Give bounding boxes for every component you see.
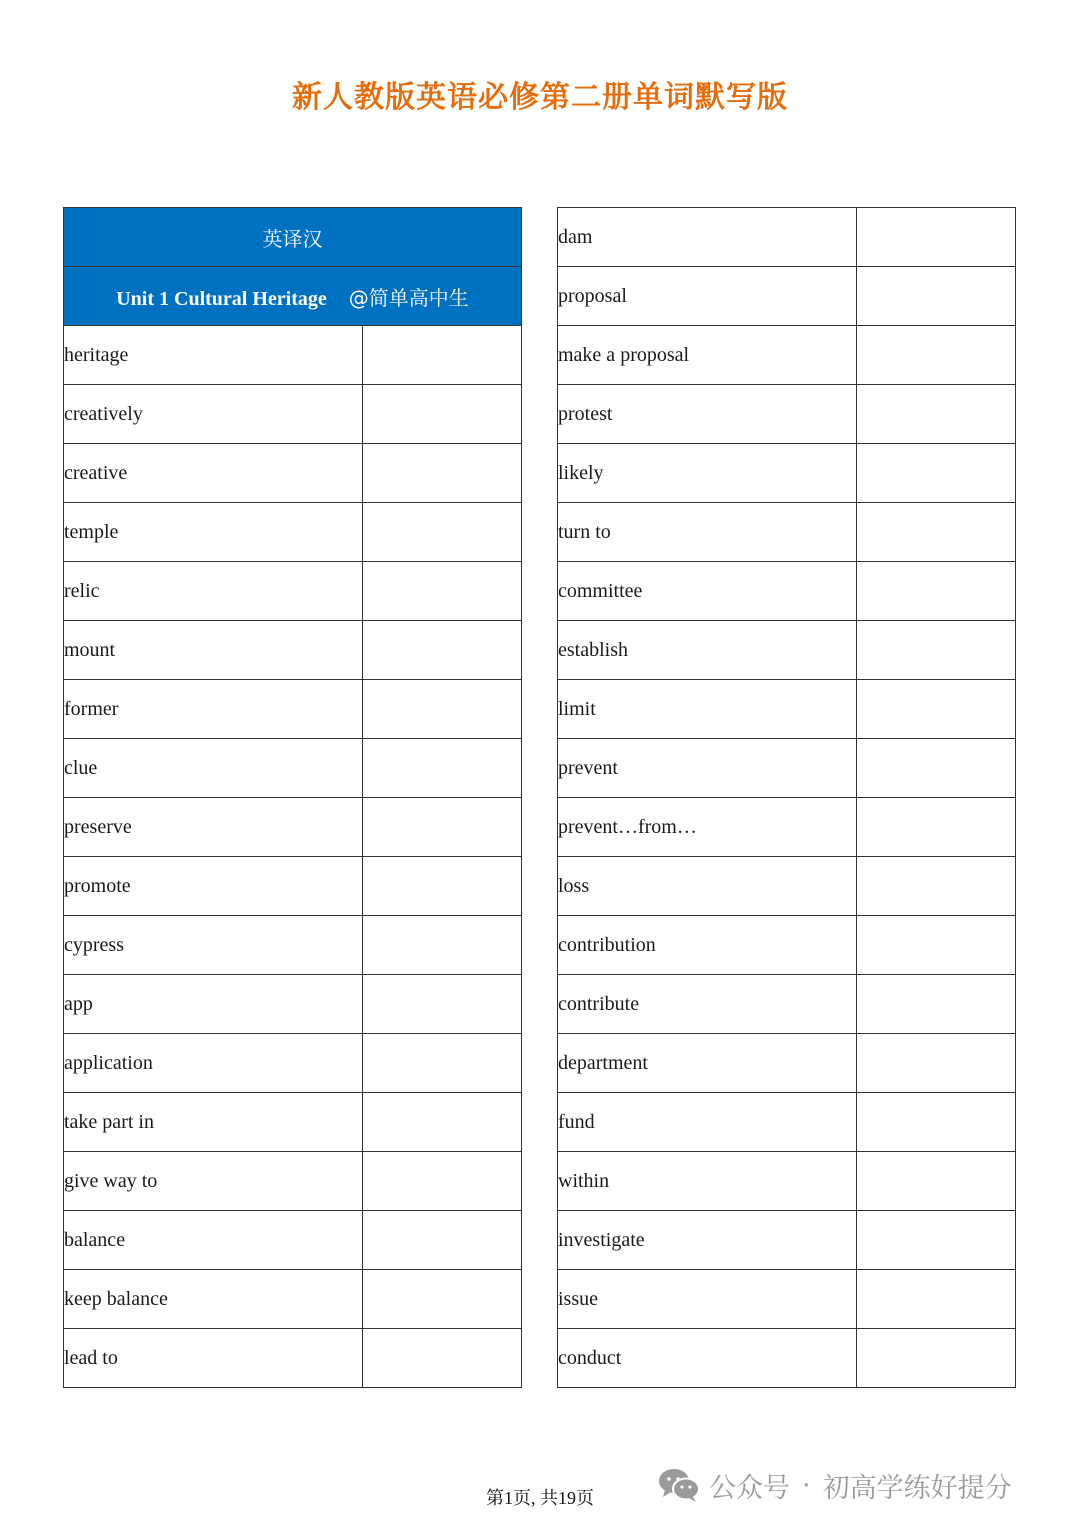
table-row xyxy=(558,1034,1016,1093)
answer-blank[interactable] xyxy=(857,739,1016,798)
english-word: loss xyxy=(558,857,857,916)
english-word: former xyxy=(64,680,363,739)
table-row xyxy=(558,1093,1016,1152)
answer-blank[interactable] xyxy=(857,1152,1016,1211)
answer-blank[interactable] xyxy=(363,562,522,621)
vocab-table-right xyxy=(557,207,1016,1388)
table-row xyxy=(64,798,522,857)
english-word: make a proposal xyxy=(558,326,857,385)
english-word: creative xyxy=(64,444,363,503)
english-word: contribute xyxy=(558,975,857,1034)
english-word: preserve xyxy=(64,798,363,857)
wechat-icon xyxy=(657,1466,701,1504)
table-row xyxy=(558,916,1016,975)
answer-blank[interactable] xyxy=(363,916,522,975)
answer-blank[interactable] xyxy=(857,562,1016,621)
table-row xyxy=(64,1270,522,1329)
answer-blank[interactable] xyxy=(363,326,522,385)
answer-blank[interactable] xyxy=(857,385,1016,444)
answer-blank[interactable] xyxy=(363,1211,522,1270)
answer-blank[interactable] xyxy=(857,916,1016,975)
answer-blank[interactable] xyxy=(857,975,1016,1034)
english-word: dam xyxy=(558,208,857,267)
english-word: relic xyxy=(64,562,363,621)
answer-blank[interactable] xyxy=(857,1211,1016,1270)
english-word: clue xyxy=(64,739,363,798)
table-row xyxy=(558,1329,1016,1388)
english-word: issue xyxy=(558,1270,857,1329)
table-row xyxy=(558,857,1016,916)
table-row xyxy=(558,621,1016,680)
answer-blank[interactable] xyxy=(857,1270,1016,1329)
english-word: give way to xyxy=(64,1152,363,1211)
table-row xyxy=(64,1034,522,1093)
english-word: prevent xyxy=(558,739,857,798)
table-row xyxy=(64,1329,522,1388)
english-word: turn to xyxy=(558,503,857,562)
answer-blank[interactable] xyxy=(363,975,522,1034)
english-word: prevent…from… xyxy=(558,798,857,857)
answer-blank[interactable] xyxy=(363,621,522,680)
table-row xyxy=(558,208,1016,267)
table-row xyxy=(64,739,522,798)
unit-title: Unit 1 Cultural Heritage xyxy=(116,287,327,310)
english-word: limit xyxy=(558,680,857,739)
answer-blank[interactable] xyxy=(363,798,522,857)
table-row xyxy=(64,680,522,739)
answer-blank[interactable] xyxy=(857,621,1016,680)
english-word: mount xyxy=(64,621,363,680)
english-word: creatively xyxy=(64,385,363,444)
table-row xyxy=(64,916,522,975)
table-row xyxy=(64,1152,522,1211)
answer-blank[interactable] xyxy=(363,444,522,503)
english-word: lead to xyxy=(64,1329,363,1388)
page-title: 新人教版英语必修第二册单词默写版 xyxy=(292,80,788,115)
unit-header xyxy=(64,267,522,326)
table-row xyxy=(558,562,1016,621)
table-row xyxy=(64,1211,522,1270)
table-row xyxy=(64,326,522,385)
answer-blank[interactable] xyxy=(857,503,1016,562)
english-word: protest xyxy=(558,385,857,444)
answer-blank[interactable] xyxy=(857,267,1016,326)
answer-blank[interactable] xyxy=(857,857,1016,916)
table-row xyxy=(558,798,1016,857)
answer-blank[interactable] xyxy=(363,680,522,739)
english-word: application xyxy=(64,1034,363,1093)
answer-blank[interactable] xyxy=(857,1093,1016,1152)
watermark-name: 初高学练好提分 xyxy=(822,1472,1012,1504)
english-word: take part in xyxy=(64,1093,363,1152)
answer-blank[interactable] xyxy=(363,1270,522,1329)
answer-blank[interactable] xyxy=(857,326,1016,385)
table-row xyxy=(558,385,1016,444)
table-row xyxy=(558,975,1016,1034)
answer-blank[interactable] xyxy=(363,385,522,444)
watermark xyxy=(657,1463,1012,1507)
english-word: fund xyxy=(558,1093,857,1152)
answer-blank[interactable] xyxy=(857,208,1016,267)
answer-blank[interactable] xyxy=(363,1152,522,1211)
english-word: proposal xyxy=(558,267,857,326)
table-row xyxy=(558,267,1016,326)
watermark-account: 公众号 xyxy=(709,1472,790,1504)
answer-blank[interactable] xyxy=(363,857,522,916)
answer-blank[interactable] xyxy=(363,1329,522,1388)
table-row xyxy=(558,1211,1016,1270)
page-number: 第1页, 共19页 xyxy=(486,1488,594,1508)
table-row xyxy=(64,444,522,503)
table-header-row xyxy=(64,267,522,326)
table-row xyxy=(558,739,1016,798)
vocab-table-left xyxy=(63,207,522,1388)
answer-blank[interactable] xyxy=(857,444,1016,503)
english-word: balance xyxy=(64,1211,363,1270)
section-title: 英译汉 xyxy=(262,226,323,251)
table-row xyxy=(558,1270,1016,1329)
table-row xyxy=(64,503,522,562)
answer-blank[interactable] xyxy=(857,1329,1016,1388)
table-row xyxy=(64,975,522,1034)
answer-blank[interactable] xyxy=(857,680,1016,739)
table-row xyxy=(64,562,522,621)
english-word: likely xyxy=(558,444,857,503)
english-word: heritage xyxy=(64,326,363,385)
english-word: temple xyxy=(64,503,363,562)
english-word: department xyxy=(558,1034,857,1093)
english-word: promote xyxy=(64,857,363,916)
table-row xyxy=(558,1152,1016,1211)
english-word: app xyxy=(64,975,363,1034)
table-row xyxy=(558,503,1016,562)
author-tag: @简单高中生 xyxy=(348,285,469,310)
section-header xyxy=(64,208,522,267)
answer-blank[interactable] xyxy=(857,798,1016,857)
answer-blank[interactable] xyxy=(363,739,522,798)
english-word: contribution xyxy=(558,916,857,975)
table-row xyxy=(558,444,1016,503)
table-header-row xyxy=(64,208,522,267)
english-word: investigate xyxy=(558,1211,857,1270)
english-word: committee xyxy=(558,562,857,621)
english-word: cypress xyxy=(64,916,363,975)
english-word: conduct xyxy=(558,1329,857,1388)
answer-blank[interactable] xyxy=(363,1034,522,1093)
table-row xyxy=(64,621,522,680)
english-word: within xyxy=(558,1152,857,1211)
table-row xyxy=(64,1093,522,1152)
table-row xyxy=(64,857,522,916)
table-row xyxy=(558,680,1016,739)
answer-blank[interactable] xyxy=(363,1093,522,1152)
answer-blank[interactable] xyxy=(857,1034,1016,1093)
table-row xyxy=(64,385,522,444)
english-word: establish xyxy=(558,621,857,680)
watermark-separator: · xyxy=(802,1469,811,1501)
answer-blank[interactable] xyxy=(363,503,522,562)
english-word: keep balance xyxy=(64,1270,363,1329)
table-row xyxy=(558,326,1016,385)
